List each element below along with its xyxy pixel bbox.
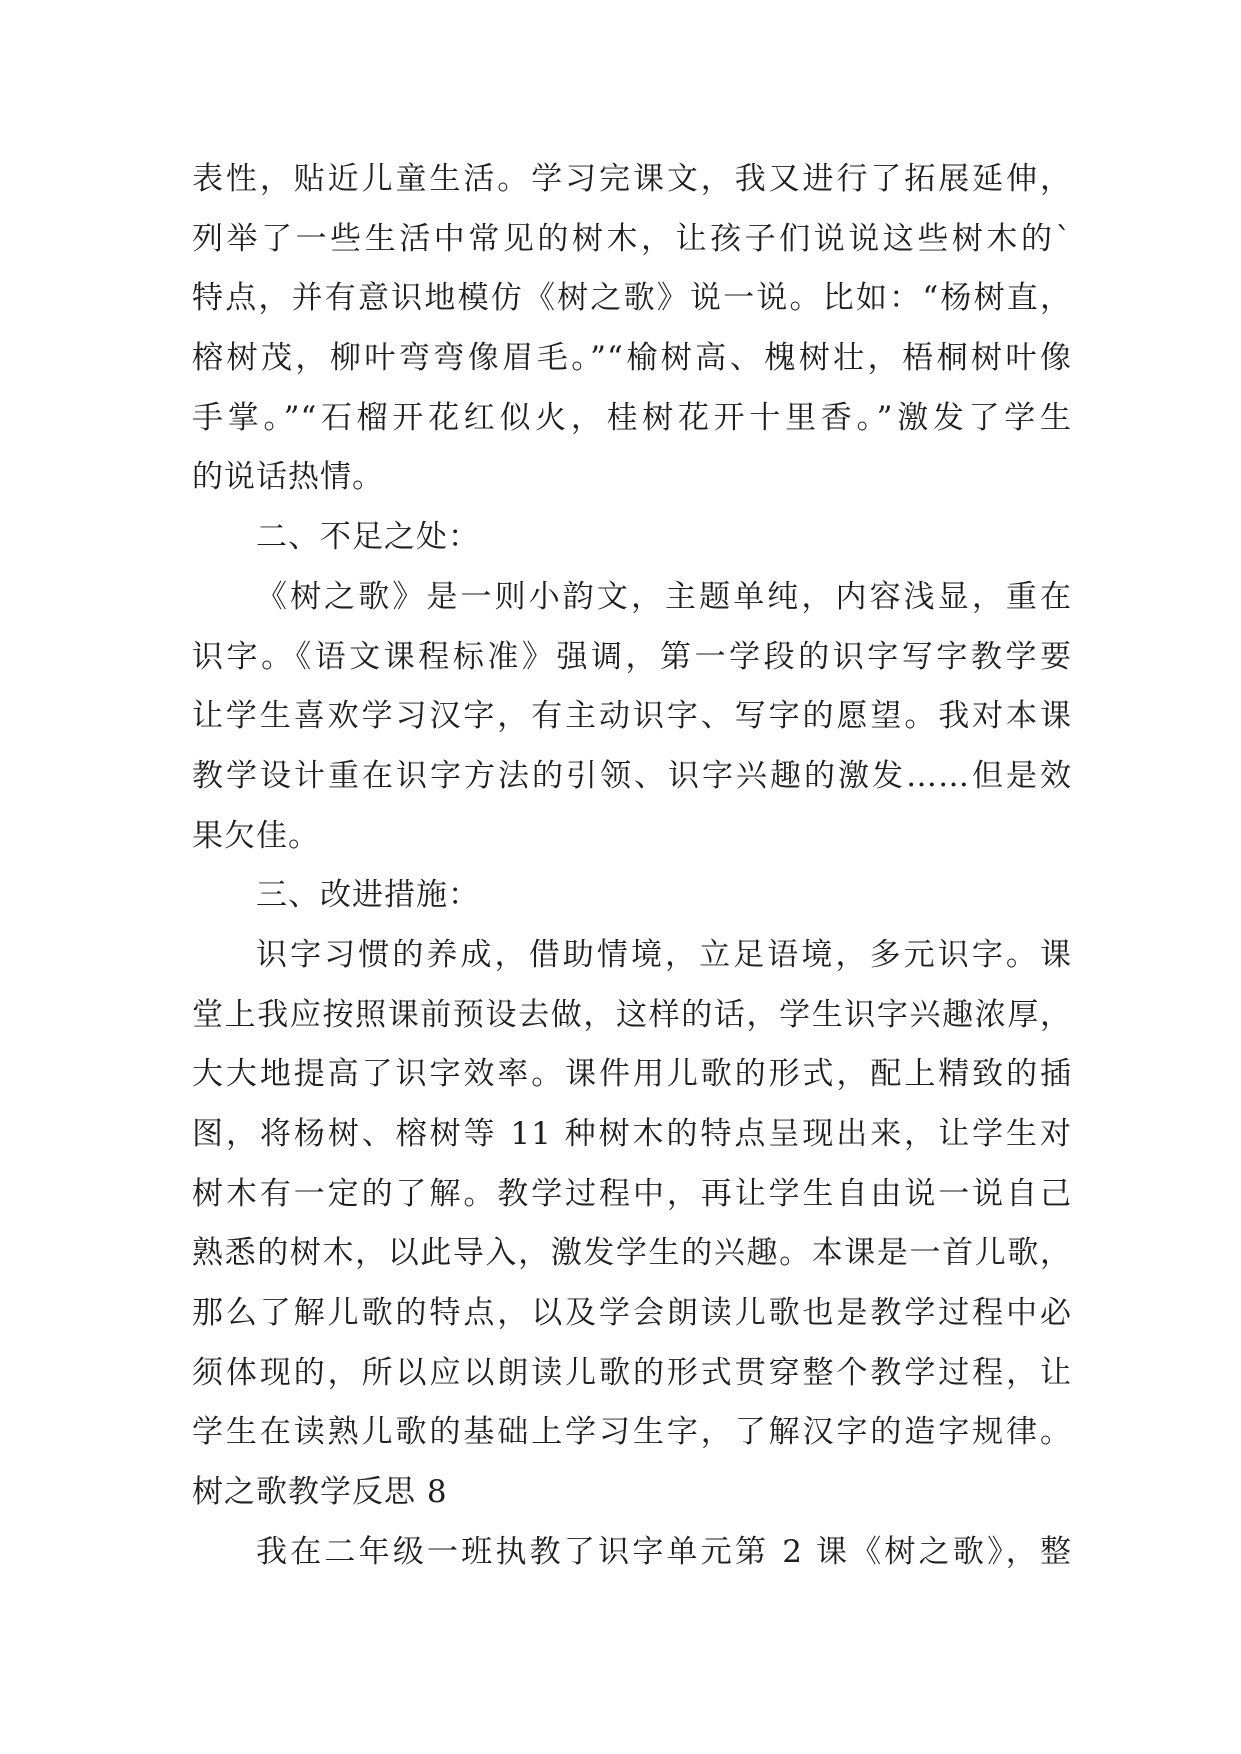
- document-page: [192, 150, 1072, 1583]
- text-line: 熟悉的树木，以此导入，激发学生的兴趣。本课是一首儿歌，: [192, 1235, 1072, 1272]
- text-line: 树木有一定的了解。教学过程中，再让学生自由说一说自己: [192, 1175, 1072, 1212]
- text-line: 我在二年级一班执教了识字单元第 2 课《树之歌》，整: [256, 1533, 1072, 1570]
- text-line: 那么了解儿歌的特点，以及学会朗读儿歌也是教学过程中必: [192, 1295, 1072, 1332]
- text-line: 表性，贴近儿童生活。学习完课文，我又进行了拓展延伸，: [192, 161, 1072, 197]
- text-line: 树之歌教学反思 8: [192, 1474, 448, 1511]
- text-line: 榕树茂，柳叶弯弯像眉毛。”“榆树高、槐树壮，梧桐树叶像: [192, 340, 1072, 377]
- text-line: 识字。《语文课程标准》强调，第一学段的识字写字教学要: [192, 638, 1072, 675]
- text-line: 的说话热情。: [192, 459, 384, 496]
- text-line: 教学设计重在识字方法的引领、识字兴趣的激发……但是效: [192, 757, 1072, 794]
- text-line: 二、不足之处：: [256, 519, 480, 556]
- text-line: 《树之歌》是一则小韵文，主题单纯，内容浅显，重在: [256, 578, 1072, 615]
- text-line: 大大地提高了识字效率。课件用儿歌的形式，配上精致的插: [192, 1056, 1072, 1093]
- text-line: 识字习惯的养成，借助情境，立足语境，多元识字。课: [256, 936, 1072, 973]
- text-line: 果欠佳。: [192, 817, 320, 854]
- text-line: 图，将杨树、榕树等 11 种树木的特点呈现出来，让学生对: [192, 1116, 1072, 1152]
- text-line: 特点，并有意识地模仿《树之歌》说一说。比如：“杨树直，: [192, 280, 1072, 317]
- text-line: 须体现的，所以应以朗读儿歌的形式贯穿整个教学过程，让: [192, 1354, 1072, 1391]
- text-line: 手掌。”“石榴开花红似火，桂树花开十里香。”激发了学生: [192, 399, 1072, 436]
- text-line: 列举了一些生活中常见的树木，让孩子们说说这些树木的`: [192, 220, 1072, 257]
- text-line: 堂上我应按照课前预设去做，这样的话，学生识字兴趣浓厚，: [192, 996, 1072, 1033]
- text-line: 学生在读熟儿歌的基础上学习生字，了解汉字的造字规律。: [192, 1414, 1072, 1451]
- text-line: 让学生喜欢学习汉字，有主动识字、写字的愿望。我对本课: [192, 698, 1072, 735]
- text-line: 三、改进措施：: [256, 877, 480, 914]
